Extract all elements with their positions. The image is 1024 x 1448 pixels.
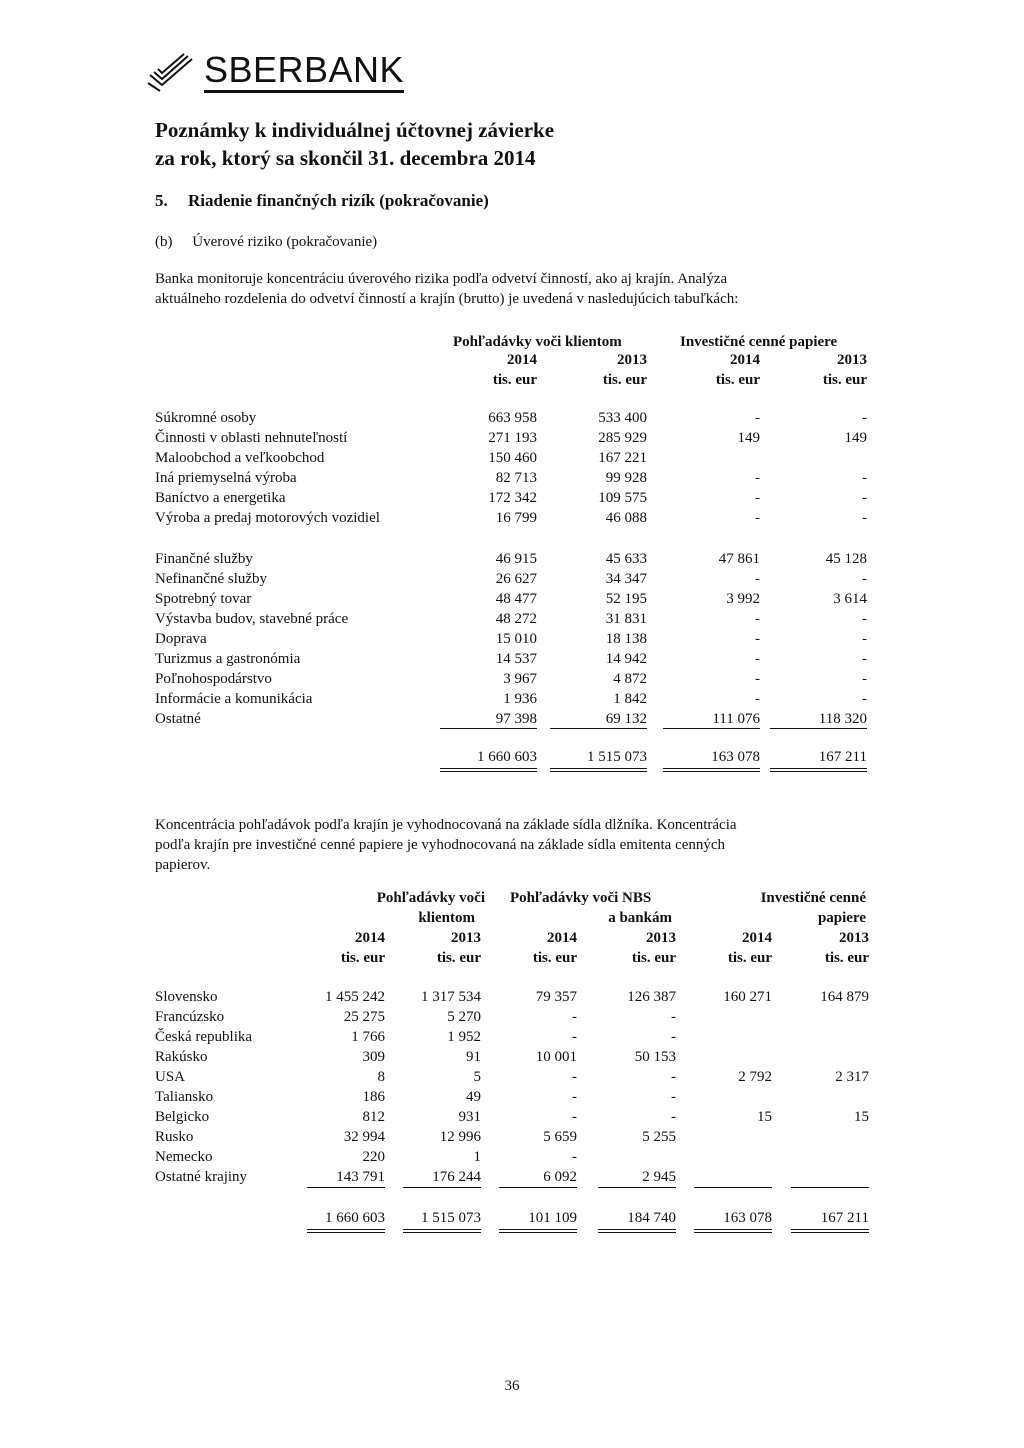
- table2-cell: 8: [377, 1069, 385, 1085]
- table1-row-label: Maloobchod a veľkoobchod: [155, 450, 325, 466]
- table1-cell: -: [862, 671, 867, 687]
- table2-cell: 812: [362, 1109, 385, 1125]
- table1-cell: 149: [844, 430, 867, 446]
- table2-row-label: Nemecko: [155, 1149, 213, 1165]
- table1-year-2: 2014: [730, 352, 760, 368]
- table1-cell: -: [755, 410, 760, 426]
- table2-cell: 5 659: [543, 1129, 577, 1145]
- table1-row-label: Nefinančné služby: [155, 571, 268, 587]
- logo-text: SBERBANK: [204, 52, 404, 93]
- subsection-heading: [155, 234, 377, 251]
- table1-total-row: [155, 749, 875, 769]
- table1-cell: 172 342: [488, 490, 537, 506]
- table1-row-label: Výroba a predaj motorových vozidiel: [155, 510, 380, 526]
- table1-cell: 45 128: [825, 551, 867, 567]
- table2-cell: 309: [362, 1049, 385, 1065]
- table2-row-label: Česká republika: [155, 1029, 253, 1045]
- table1-cell: 45 633: [605, 551, 647, 567]
- table2-cell: 160 271: [723, 989, 772, 1005]
- table2-cell: -: [671, 1069, 676, 1085]
- document-title: [155, 116, 554, 172]
- table2-cell: -: [671, 1009, 676, 1025]
- table1-cell: 47 861: [718, 551, 760, 567]
- table2-row-label: Ostatné krajiny: [155, 1169, 248, 1185]
- table2-cell: 2 792: [738, 1069, 772, 1085]
- table2-cell: 5 270: [447, 1009, 481, 1025]
- table2-year-2: 2014: [547, 930, 577, 946]
- section-title: Riadenie finančných rizík (pokračovanie): [188, 191, 489, 210]
- table1-total: 167 211: [770, 749, 867, 772]
- table1-cell: 4 872: [613, 671, 647, 687]
- table2-cell: 1 317 534: [421, 989, 481, 1005]
- table1-cell: -: [755, 510, 760, 526]
- table2-year-0: 2014: [355, 930, 385, 946]
- table2-row: [155, 1029, 875, 1049]
- table2-row-label: Slovensko: [155, 989, 218, 1005]
- table1-cell: -: [862, 510, 867, 526]
- table1-row-label: Výstavba budov, stavebné práce: [155, 611, 349, 627]
- table2-cell: 50 153: [634, 1049, 676, 1065]
- table1-cell: -: [755, 470, 760, 486]
- table2-cell: 176 244: [403, 1169, 481, 1188]
- table2-row-label: Belgicko: [155, 1109, 210, 1125]
- table2-row: [155, 1089, 875, 1109]
- table1-row-label: Súkromné osoby: [155, 410, 257, 426]
- table1-row-label: Informácie a komunikácia: [155, 691, 313, 707]
- table2-cell: [694, 1169, 772, 1188]
- table2-row: [155, 989, 875, 1009]
- table1-cell: -: [862, 470, 867, 486]
- table2-cell: -: [572, 1029, 577, 1045]
- table1-cell: 26 627: [495, 571, 537, 587]
- table1-cell: 52 195: [605, 591, 647, 607]
- table2-cell: 10 001: [535, 1049, 577, 1065]
- table1-cell: 150 460: [488, 450, 537, 466]
- table1-row: [155, 450, 875, 470]
- table2-year-5: 2013: [839, 930, 869, 946]
- table1-unit-2: tis. eur: [715, 372, 760, 388]
- section-number: 5.: [155, 191, 168, 210]
- table1-row-label: Iná priemyselná výroba: [155, 470, 297, 486]
- table2-units: [155, 950, 875, 970]
- table1-row: [155, 510, 875, 530]
- table2-cell: -: [572, 1089, 577, 1105]
- subsection-label: (b): [155, 234, 173, 250]
- table1-cell: 109 575: [598, 490, 647, 506]
- table1-row: [155, 490, 875, 510]
- para2-line-3: papierov.: [155, 857, 211, 873]
- table1-cell: -: [862, 691, 867, 707]
- table2-group2-header-line2: a bankám: [608, 910, 672, 926]
- table2-cell: 220: [362, 1149, 385, 1165]
- table1-cell: 18 138: [605, 631, 647, 647]
- table1-total: 1 515 073: [550, 749, 647, 772]
- table1-year-3: 2013: [837, 352, 867, 368]
- table1-cell: 3 614: [833, 591, 867, 607]
- table2-cell: 164 879: [820, 989, 869, 1005]
- table2-year-3: 2013: [646, 930, 676, 946]
- table1-total: 163 078: [663, 749, 760, 772]
- table1-cell: 46 088: [605, 510, 647, 526]
- table1-group2-header: Investičné cenné papiere: [680, 334, 838, 350]
- table1-unit-3: tis. eur: [822, 372, 867, 388]
- section-heading: [155, 191, 489, 211]
- table2-cell: -: [572, 1069, 577, 1085]
- table2-row: [155, 1149, 875, 1169]
- table1-cell: -: [755, 490, 760, 506]
- table2-group3-header-line2: papiere: [817, 910, 866, 926]
- table2-cell: [791, 1169, 869, 1188]
- intro-line-2: aktuálneho rozdelenia do odvetví činností a krajín (brutto) je uvedená v nasledujúcich tabuľkách:: [155, 291, 739, 307]
- table2-cell: 2 317: [835, 1069, 869, 1085]
- table1-cell: 149: [737, 430, 760, 446]
- table1-row: [155, 651, 875, 671]
- table1-cell: 1 842: [613, 691, 647, 707]
- table1-row: [155, 551, 875, 571]
- table2-cell: 15: [854, 1109, 869, 1125]
- table1-row: [155, 571, 875, 591]
- table1-cell: -: [755, 671, 760, 687]
- table2-row-label: Rakúsko: [155, 1049, 208, 1065]
- table1-total: 1 660 603: [440, 749, 537, 772]
- table1-row-label: Baníctvo a energetika: [155, 490, 286, 506]
- table2-row: [155, 1009, 875, 1029]
- table1-cell: -: [755, 651, 760, 667]
- table1-year-1: 2013: [617, 352, 647, 368]
- table1-row-label: Spotrebný tovar: [155, 591, 252, 607]
- table1-cell: -: [755, 631, 760, 647]
- table2-cell: 49: [466, 1089, 481, 1105]
- table1-cell: 16 799: [495, 510, 537, 526]
- table2-cell: -: [572, 1149, 577, 1165]
- table2-cell: 186: [362, 1089, 385, 1105]
- table2-row: [155, 1109, 875, 1129]
- para2-line-2: podľa krajín pre investičné cenné papiere je vyhodnocovaná na základe sídla emitenta cenných: [155, 837, 726, 853]
- table1-row: [155, 711, 875, 731]
- table1-cell: -: [862, 631, 867, 647]
- table1-unit-0: tis. eur: [492, 372, 537, 388]
- table2-cell: -: [572, 1009, 577, 1025]
- table1-row: [155, 671, 875, 691]
- country-paragraph: [155, 815, 873, 875]
- table2-cell: -: [572, 1109, 577, 1125]
- table2-unit-1: tis. eur: [436, 950, 481, 966]
- table1-cell: 111 076: [663, 711, 760, 729]
- table2-cell: 15: [757, 1109, 772, 1125]
- table1-row: [155, 410, 875, 430]
- table2-unit-5: tis. eur: [824, 950, 869, 966]
- table2-years: [155, 930, 875, 950]
- table1-unit-1: tis. eur: [602, 372, 647, 388]
- table2-row-label: USA: [155, 1069, 186, 1085]
- table2-year-4: 2014: [742, 930, 772, 946]
- table2-row: [155, 1169, 875, 1189]
- table2-total: 163 078: [694, 1210, 772, 1233]
- table1-cell: 167 221: [598, 450, 647, 466]
- para2-line-1: Koncentrácia pohľadávok podľa krajín je vyhodnocovaná na základe sídla dlžníka. Koncentrácia: [155, 817, 737, 833]
- table1-cell: -: [862, 611, 867, 627]
- intro-paragraph: [155, 269, 873, 309]
- table2-unit-3: tis. eur: [631, 950, 676, 966]
- table2-cell: 25 275: [343, 1009, 385, 1025]
- table2-row-label: Francúzsko: [155, 1009, 225, 1025]
- table2-cell: 1: [473, 1149, 481, 1165]
- table2-cell: 5: [473, 1069, 481, 1085]
- table2-cell: 126 387: [627, 989, 676, 1005]
- table1-cell: 285 929: [598, 430, 647, 446]
- table1-cell: 14 537: [495, 651, 537, 667]
- table1-cell: 14 942: [605, 651, 647, 667]
- table1-cell: -: [755, 571, 760, 587]
- table1-cell: 34 347: [605, 571, 647, 587]
- table1-row: [155, 470, 875, 490]
- table1-units: [155, 372, 875, 392]
- table1-cell: 97 398: [440, 711, 537, 729]
- table2-cell: 1 952: [447, 1029, 481, 1045]
- table2-cell: 91: [466, 1049, 481, 1065]
- table1-row-label: Ostatné: [155, 711, 201, 727]
- sberbank-logo-icon: [146, 53, 198, 93]
- table2-cell: -: [671, 1029, 676, 1045]
- table2-row: [155, 1069, 875, 1089]
- table1-row-label: Činnosti v oblasti nehnuteľností: [155, 430, 348, 446]
- table1-cell: 15 010: [495, 631, 537, 647]
- table2-year-1: 2013: [451, 930, 481, 946]
- table2-total: 1 515 073: [403, 1210, 481, 1233]
- table2-cell: 931: [458, 1109, 481, 1125]
- table1-cell: 1 936: [503, 691, 537, 707]
- table2-total: 1 660 603: [307, 1210, 385, 1233]
- table1-cell: -: [862, 651, 867, 667]
- table1-cell: -: [862, 571, 867, 587]
- table2-cell: 1 455 242: [325, 989, 385, 1005]
- table1-row: [155, 631, 875, 651]
- table1-cell: -: [755, 691, 760, 707]
- table1-cell: 48 272: [495, 611, 537, 627]
- table2-group1-header-line2: klientom: [418, 910, 475, 926]
- subsection-title: Úverové riziko (pokračovanie): [192, 234, 378, 250]
- table1-row: [155, 691, 875, 711]
- table1-row-label: Doprava: [155, 631, 207, 647]
- table1-cell: 3 967: [503, 671, 537, 687]
- table1-cell: -: [755, 611, 760, 627]
- page-number: 36: [504, 1378, 520, 1394]
- table1-row-label: Turizmus a gastronómia: [155, 651, 301, 667]
- table1-row: [155, 430, 875, 450]
- table2-cell: 32 994: [343, 1129, 385, 1145]
- table2-cell: 143 791: [307, 1169, 385, 1188]
- table2-cell: 1 766: [351, 1029, 385, 1045]
- table1-row: [155, 591, 875, 611]
- table2-row: [155, 1049, 875, 1069]
- table1-cell: 46 915: [495, 551, 537, 567]
- table1-row-label: Poľnohospodárstvo: [155, 671, 272, 687]
- table1-cell: 31 831: [605, 611, 647, 627]
- table2-group1-header-line1: Pohľadávky voči: [376, 890, 485, 906]
- table2-unit-2: tis. eur: [532, 950, 577, 966]
- table1-cell: 48 477: [495, 591, 537, 607]
- table2-group3-header-line1: Investičné cenné: [760, 890, 866, 906]
- table1-cell: 82 713: [495, 470, 537, 486]
- table1-cell: 99 928: [605, 470, 647, 486]
- table2-row-label: Taliansko: [155, 1089, 214, 1105]
- logo: [146, 49, 405, 93]
- table1-cell: 3 992: [726, 591, 760, 607]
- table2-total: 101 109: [499, 1210, 577, 1233]
- table2-unit-4: tis. eur: [727, 950, 772, 966]
- table1-group1-header: Pohľadávky voči klientom: [453, 334, 622, 350]
- table2-total: 184 740: [598, 1210, 676, 1233]
- table2-cell: -: [671, 1109, 676, 1125]
- table1-row-label: Finančné služby: [155, 551, 253, 567]
- table2-cell: 79 357: [535, 989, 577, 1005]
- table2-cell: 2 945: [598, 1169, 676, 1188]
- table1-years: [155, 352, 875, 372]
- title-line-2: za rok, ktorý sa skončil 31. decembra 2014: [155, 146, 536, 170]
- table2-group2-header-line1: Pohľadávky voči NBS: [510, 890, 652, 906]
- table2-cell: -: [671, 1089, 676, 1105]
- table2-row-label: Rusko: [155, 1129, 194, 1145]
- title-line-1: Poznámky k individuálnej účtovnej závierke: [155, 118, 555, 142]
- intro-line-1: Banka monitoruje koncentráciu úverového rizika podľa odvetví činností, ako aj krajín. Analýza: [155, 271, 728, 287]
- table2-cell: 12 996: [439, 1129, 481, 1145]
- table1-cell: 663 958: [488, 410, 537, 426]
- table2-row: [155, 1129, 875, 1149]
- table2-cell: 5 255: [642, 1129, 676, 1145]
- table1-cell: 533 400: [598, 410, 647, 426]
- table2-total: 167 211: [791, 1210, 869, 1233]
- table1-cell: 118 320: [770, 711, 867, 729]
- table1-cell: 271 193: [488, 430, 537, 446]
- table1-cell: 69 132: [550, 711, 647, 729]
- table1-cell: -: [862, 490, 867, 506]
- table2-total-row: [155, 1210, 875, 1230]
- table1-row: [155, 611, 875, 631]
- table1-year-0: 2014: [507, 352, 537, 368]
- table1-cell: -: [862, 410, 867, 426]
- table2-cell: 6 092: [499, 1169, 577, 1188]
- table2-unit-0: tis. eur: [340, 950, 385, 966]
